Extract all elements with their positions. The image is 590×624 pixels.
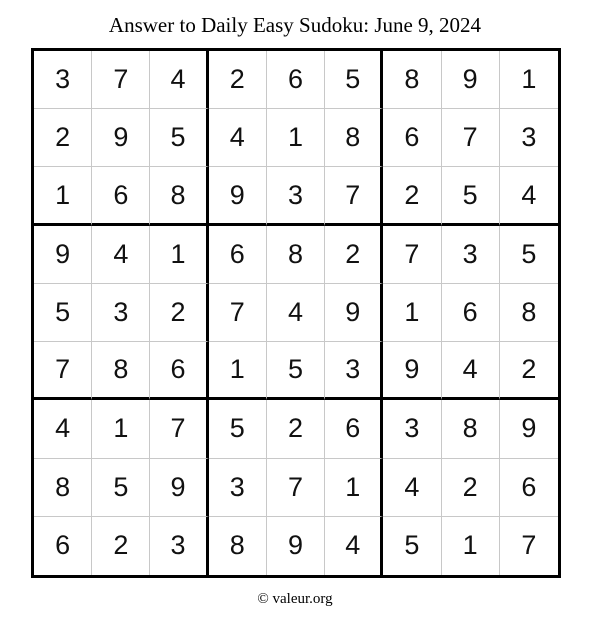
sudoku-cell: 4 <box>34 400 92 458</box>
sudoku-cell: 6 <box>383 109 441 167</box>
sudoku-cell: 5 <box>150 109 208 167</box>
sudoku-cell: 1 <box>209 342 267 400</box>
sudoku-cell: 1 <box>325 459 383 517</box>
sudoku-cell: 9 <box>209 167 267 225</box>
sudoku-cell: 7 <box>150 400 208 458</box>
sudoku-cell: 6 <box>325 400 383 458</box>
sudoku-cell: 6 <box>442 284 500 342</box>
sudoku-cell: 4 <box>325 517 383 575</box>
copyright-footer: © valeur.org <box>257 591 333 607</box>
sudoku-cell: 2 <box>500 342 558 400</box>
sudoku-cell: 3 <box>34 51 92 109</box>
sudoku-cell: 3 <box>92 284 150 342</box>
sudoku-cell: 8 <box>442 400 500 458</box>
sudoku-cell: 8 <box>383 51 441 109</box>
sudoku-cell: 4 <box>92 226 150 284</box>
sudoku-cell: 9 <box>325 284 383 342</box>
sudoku-cell: 2 <box>209 51 267 109</box>
sudoku-cell: 3 <box>267 167 325 225</box>
sudoku-cell: 1 <box>92 400 150 458</box>
sudoku-cell: 3 <box>383 400 441 458</box>
sudoku-cell: 9 <box>34 226 92 284</box>
sudoku-cell: 4 <box>383 459 441 517</box>
sudoku-cell: 4 <box>267 284 325 342</box>
sudoku-cell: 5 <box>209 400 267 458</box>
sudoku-cell: 6 <box>209 226 267 284</box>
sudoku-cell: 7 <box>442 109 500 167</box>
sudoku-cell: 2 <box>267 400 325 458</box>
sudoku-cell: 9 <box>267 517 325 575</box>
sudoku-cell: 7 <box>209 284 267 342</box>
sudoku-cell: 7 <box>325 167 383 225</box>
sudoku-cell: 1 <box>34 167 92 225</box>
sudoku-cell: 8 <box>92 342 150 400</box>
page-title: Answer to Daily Easy Sudoku: June 9, 2024 <box>108 13 482 37</box>
sudoku-cell: 3 <box>209 459 267 517</box>
sudoku-cell: 5 <box>92 459 150 517</box>
sudoku-cell: 7 <box>267 459 325 517</box>
sudoku-cell: 5 <box>267 342 325 400</box>
sudoku-cell: 8 <box>150 167 208 225</box>
sudoku-cell: 5 <box>442 167 500 225</box>
sudoku-cell: 4 <box>209 109 267 167</box>
sudoku-cell: 1 <box>150 226 208 284</box>
sudoku-cell: 4 <box>150 51 208 109</box>
sudoku-cell: 6 <box>34 517 92 575</box>
sudoku-cell: 7 <box>383 226 441 284</box>
sudoku-cell: 8 <box>500 284 558 342</box>
sudoku-cell: 5 <box>383 517 441 575</box>
sudoku-cell: 9 <box>150 459 208 517</box>
sudoku-cell: 5 <box>500 226 558 284</box>
sudoku-cell: 6 <box>267 51 325 109</box>
sudoku-cell: 9 <box>383 342 441 400</box>
sudoku-cell: 7 <box>34 342 92 400</box>
sudoku-cell: 6 <box>500 459 558 517</box>
sudoku-cell: 7 <box>521 530 537 561</box>
sudoku-cell: 1 <box>267 109 325 167</box>
sudoku-cell: 2 <box>34 109 92 167</box>
sudoku-cell: 1 <box>442 517 500 575</box>
sudoku-cell: 3 <box>325 342 383 400</box>
sudoku-cell: 2 <box>383 167 441 225</box>
sudoku-cell: 5 <box>34 284 92 342</box>
sudoku-cell: 3 <box>150 517 208 575</box>
sudoku-cell: 2 <box>325 226 383 284</box>
sudoku-cell: 7 <box>92 51 150 109</box>
sudoku-cell: 1 <box>383 284 441 342</box>
sudoku-cell: 9 <box>442 51 500 109</box>
sudoku-cell: 5 <box>325 51 383 109</box>
sudoku-cell: 6 <box>92 167 150 225</box>
sudoku-cell: 2 <box>92 517 150 575</box>
sudoku-cell: 9 <box>92 109 150 167</box>
sudoku-cell: 6 <box>150 342 208 400</box>
sudoku-cell: 9 <box>500 400 558 458</box>
sudoku-cell: 2 <box>442 459 500 517</box>
sudoku-cell: 8 <box>325 109 383 167</box>
sudoku-cell: 8 <box>209 517 267 575</box>
sudoku-cell: 4 <box>500 167 558 225</box>
sudoku-cell: 8 <box>267 226 325 284</box>
sudoku-cell: 1 <box>500 51 558 109</box>
sudoku-cell: 2 <box>150 284 208 342</box>
sudoku-cell: 8 <box>34 459 92 517</box>
sudoku-grid <box>31 48 561 578</box>
sudoku-cell: 4 <box>442 342 500 400</box>
sudoku-cell: 3 <box>500 109 558 167</box>
sudoku-cell: 3 <box>442 226 500 284</box>
